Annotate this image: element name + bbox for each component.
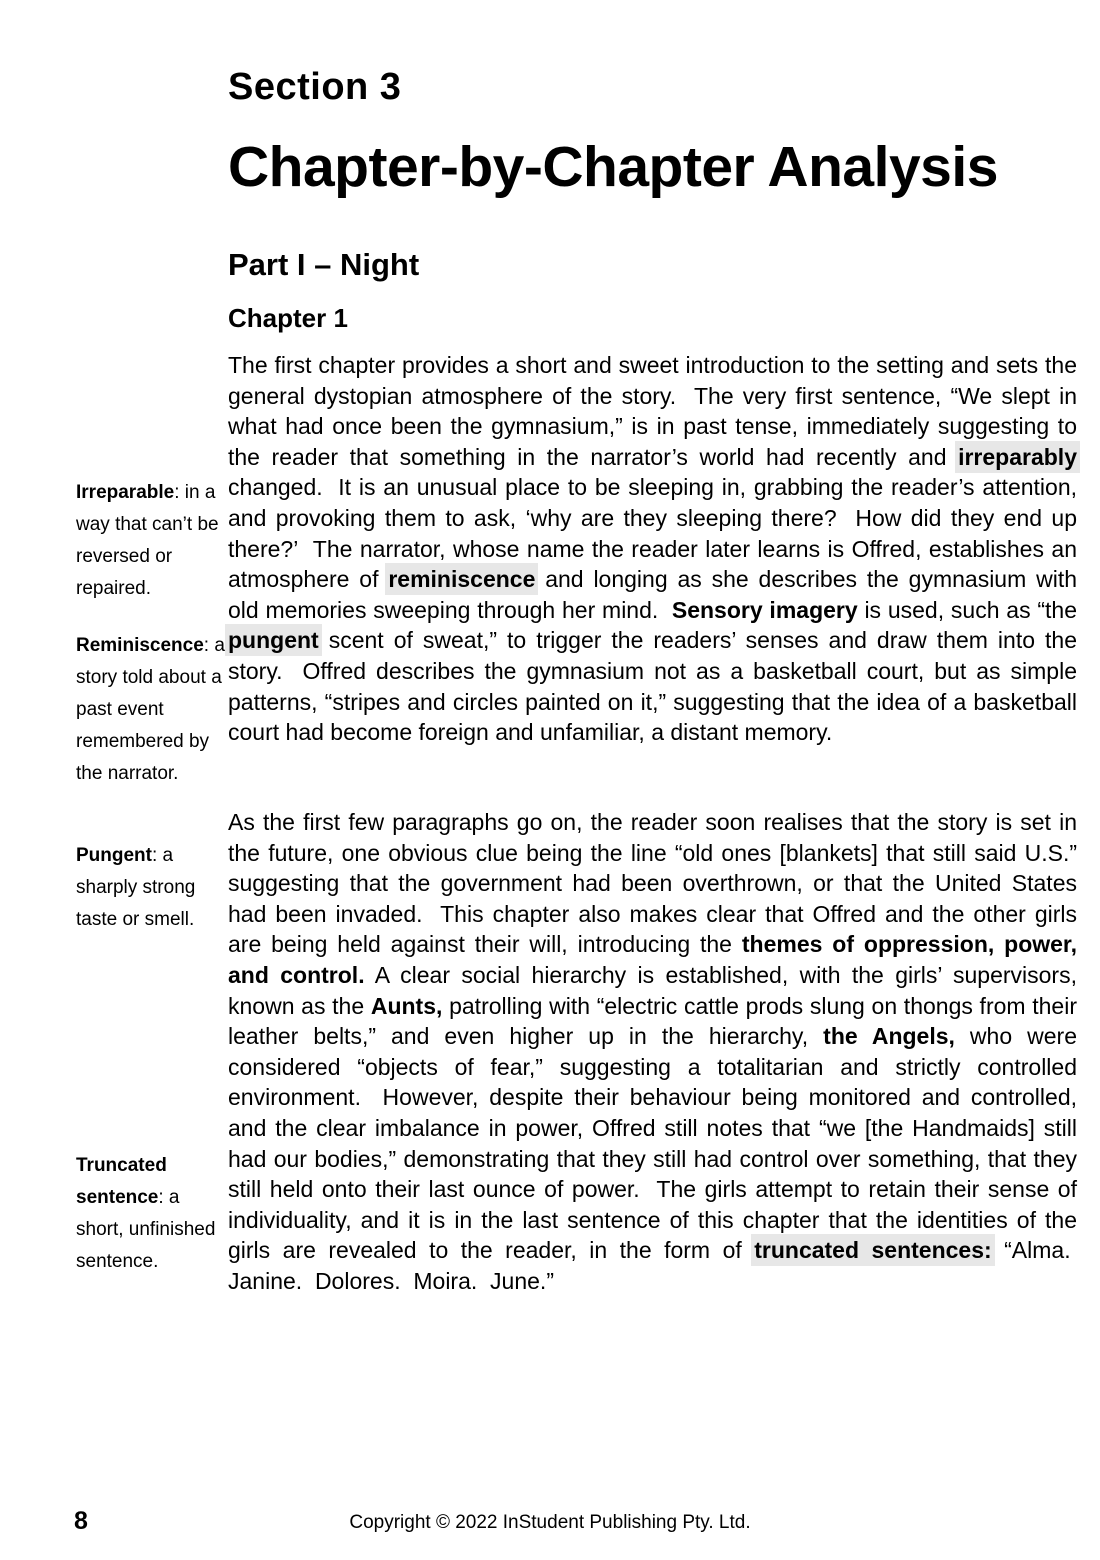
body-text: A clear social hierarchy is established, with the girls’ supervisors, known as the <box>228 961 1077 1019</box>
analysis-paragraph-2 <box>228 807 1077 1297</box>
glossary-note-truncated-sentence: Truncated sentence: a short, unfinished sentence. <box>76 1155 216 1272</box>
page-title: Chapter-by-Chapter Analysis <box>228 135 998 199</box>
glossary-term-highlight: truncated sentences: <box>754 1237 992 1264</box>
glossary-term-label: Irreparable <box>76 482 175 503</box>
body-text: changed. It is an unusual place to be sleeping in, grabbing the reader’s attention, and provoking them to ask, ‘why are they sleeping there? How did they end up there?’ The narrator, whose name the reader later learns is Offred, establishes an atmosphere of <box>228 474 1077 593</box>
analysis-paragraph-1 <box>228 350 1077 748</box>
part-heading: Part I – Night <box>228 247 420 282</box>
emphasized-term: Sensory imagery <box>671 596 858 623</box>
glossary-term-label: Truncated sentence <box>76 1155 167 1208</box>
body-text: scent of sweat,” to trigger the readers’ senses and draw them into the story. Offred describes the gymnasium not as a basketball court, but as simple patterns, “stripes and circles painted on it,” suggesting that the idea of a basketball court had become foreign and unfamiliar, a distant memory. <box>228 627 1077 746</box>
glossary-term-label: Pungent <box>76 845 152 866</box>
emphasized-term: Aunts, <box>370 992 443 1019</box>
margin-notes <box>0 0 228 1560</box>
body-column <box>228 0 1077 1560</box>
body-text: who were considered “objects of fear,” suggesting a totalitarian and strictly controlled environment. However, despite their behaviour being monitored and controlled, and the clear imbalance in power, Offred still notes that “we [the Handmaids] still had our bodies,” demonstrating that they still had control over something, that they still held onto their last ounce of power. The girls attempt to retain their sense of individuality, and it is in the last sentence of this chapter that the identities of the girls are revealed to the reader, in the form of <box>228 1023 1078 1264</box>
glossary-note-reminiscence: Reminiscence: a story told about a past event remembered by the narrator. <box>76 635 225 784</box>
glossary-note-pungent: Pungent: a sharply strong taste or smell. <box>76 845 196 930</box>
glossary-note-irreparable: Irreparable: in a way that can’t be reversed or repaired. <box>76 482 219 599</box>
chapter-heading: Chapter 1 <box>228 303 348 333</box>
copyright-text: Copyright © 2022 InStudent Publishing Pty. Ltd. <box>349 1512 751 1533</box>
page-number: 8 <box>74 1507 88 1535</box>
body-text: and longing as she describes the gymnasium with old memories sweeping through her mind. <box>228 566 1078 623</box>
emphasized-term: the Angels, <box>823 1023 955 1050</box>
glossary-term-highlight: reminiscence <box>388 566 536 593</box>
emphasized-term: themes of oppression, power, and control. <box>228 931 1077 988</box>
body-text: patrolling with “electric cattle prods slung on thongs from their leather belts,” and even higher up in the hierarchy, <box>228 992 1077 1050</box>
glossary-term-highlight: pungent <box>228 627 319 654</box>
body-text: “Alma. Janine. Dolores. Moira. June.” <box>228 1237 1077 1294</box>
body-text: is used, such as “the <box>857 596 1077 623</box>
body-text: The first chapter provides a short and sweet introduction to the setting and sets the general dystopian atmosphere of the story. The very first sentence, “We slept in what had once been the gymnasium,” is in past tense, immediately suggesting to the reader that something in the narrator’s world had recently and <box>228 352 1077 470</box>
glossary-term-label: Reminiscence <box>76 635 204 656</box>
section-label: Section 3 <box>228 66 402 108</box>
glossary-term-highlight: irreparably <box>958 443 1077 470</box>
body-text: As the first few paragraphs go on, the reader soon realises that the story is set in the future, one obvious clue being the line “old ones [blankets] that still said U.S.” suggesting that the government had been overthrown, or that the United States had been invaded. This chapter also makes clear that Offred and the other girls are being held against their will, introducing the <box>228 809 1077 958</box>
